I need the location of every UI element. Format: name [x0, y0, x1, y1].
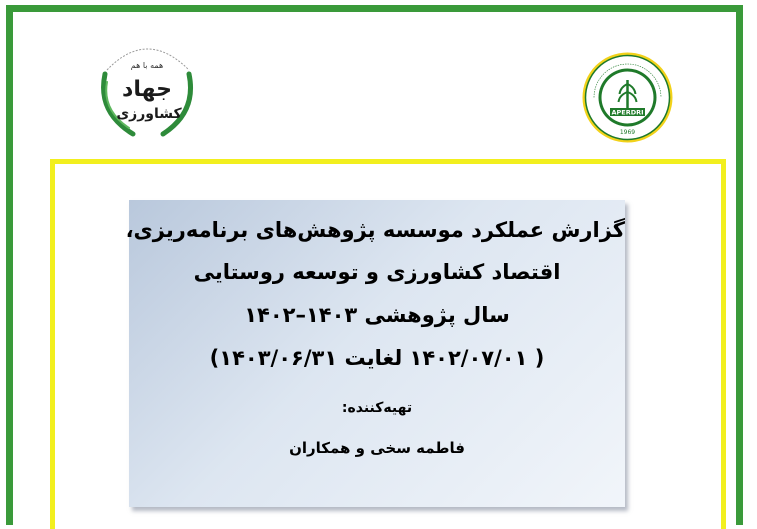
aperdri-acronym: APERDRI: [611, 108, 644, 117]
report-title-box: [125, 200, 625, 507]
aperdri-seal-icon: [580, 50, 675, 145]
report-date-range: ( ۱۴۰۲/۰۷/۰۱ لغایت ۱۴۰۳/۰۶/۳۱): [209, 346, 545, 370]
prepared-by-value: فاطمه سخی و همکاران: [289, 439, 465, 457]
jahad-keshavarzi-logo: [93, 30, 201, 142]
jahad-logo-icon: [93, 30, 201, 142]
jahad-logo-sub-text: کشاورزی: [116, 106, 182, 122]
prepared-by-label: تهیه‌کننده:: [341, 400, 413, 416]
aperdri-year: 1969: [619, 129, 636, 136]
aperdri-seal-logo: [580, 50, 675, 145]
report-year-line: سال پژوهشی ۱۴۰۳–۱۴۰۲: [244, 303, 510, 327]
jahad-logo-top-text: همه با هم: [130, 61, 164, 70]
jahad-logo-main-text: جهاد: [122, 77, 172, 102]
report-title-line1: گزارش عملکرد موسسه پژوهش‌های برنامه‌ریزی،: [125, 218, 625, 242]
report-title-line2: اقتصاد کشاورزی و توسعه روستایی: [193, 260, 561, 284]
